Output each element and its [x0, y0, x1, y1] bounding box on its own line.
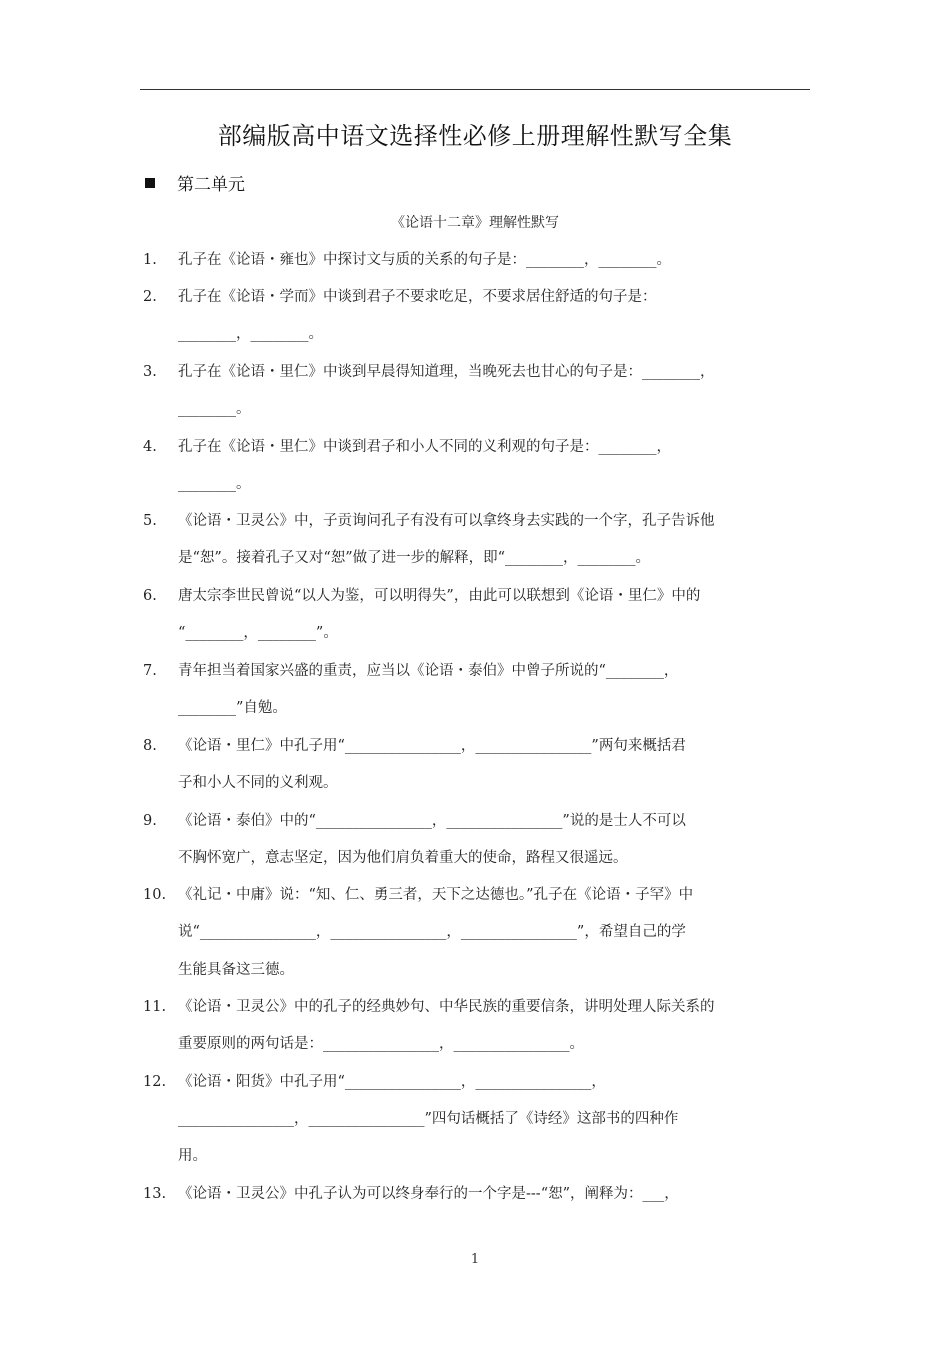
document-title: 部编版高中语文选择性必修上册理解性默写全集 [217, 122, 733, 150]
question-text-line: 《论语・泰伯》中的“________________，________________”说的是士人不可以 [178, 813, 686, 829]
question-number: 10. [143, 887, 167, 903]
question-number: 3. [143, 364, 157, 380]
question-text-line: 是“恕”。接着孔子又对“恕”做了进一步的解释，即“________，________。 [178, 550, 651, 566]
question-text-line: 《论语・里仁》中孔子用“________________，________________”两句来概括君 [178, 738, 686, 754]
question-text-line: 《论语・卫灵公》中，子贡询问孔子有没有可以拿终身去实践的一个字，孔子告诉他 [178, 513, 715, 529]
question-text-line: “________，________”。 [178, 625, 338, 641]
question-text-line: ________”自勉。 [178, 700, 287, 716]
question-text-line: ________。 [178, 476, 251, 492]
question-number: 9. [143, 813, 157, 829]
question-text-line: 生能具备这三德。 [178, 962, 294, 978]
question-number: 8. [143, 738, 157, 754]
page-number: 1 [470, 1252, 480, 1267]
question-number: 1. [143, 252, 157, 268]
question-text-line: 子和小人不同的义利观。 [178, 775, 338, 791]
header-rule [140, 89, 810, 90]
question-text-line: 孔子在《论语・学而》中谈到君子不要求吃足，不要求居住舒适的句子是： [178, 289, 657, 305]
square-bullet-icon [145, 178, 155, 188]
question-text-line: 《礼记・中庸》说：“知、仁、勇三者，天下之达德也。”孔子在《论语・子罕》中 [178, 887, 694, 903]
question-text-line: ________________，________________”四句话概括了《诗经》这部书的四种作 [178, 1111, 679, 1127]
question-number: 11. [143, 999, 167, 1015]
question-number: 4. [143, 439, 157, 455]
question-number: 5. [143, 513, 157, 529]
question-text-line: 用。 [178, 1148, 207, 1164]
question-number: 6. [143, 588, 157, 604]
question-number: 12. [143, 1074, 167, 1090]
question-text-line: ________。 [178, 401, 251, 417]
question-text-line: 《论语・阳货》中孔子用“________________，________________， [178, 1074, 606, 1090]
question-text-line: ________，________。 [178, 326, 323, 342]
unit-heading-label: 第二单元 [177, 175, 245, 195]
question-text-line: 《论语・卫灵公》中的孔子的经典妙句、中华民族的重要信条，讲明处理人际关系的 [178, 999, 715, 1015]
question-text-line: 说“________________，________________，________________”，希望自己的学 [178, 924, 686, 940]
question-text-line: 孔子在《论语・里仁》中谈到早晨得知道理，当晚死去也甘心的句子是：________， [178, 364, 715, 380]
question-text-line: 不胸怀宽广，意志坚定，因为他们肩负着重大的使命，路程又很遥远。 [178, 850, 628, 866]
question-number: 2. [143, 289, 157, 305]
question-text-line: 重要原则的两句话是：________________，________________。 [178, 1036, 584, 1052]
question-text-line: 《论语・卫灵公》中孔子认为可以终身奉行的一个字是---“恕”，阐释为：___， [178, 1186, 679, 1202]
section-title: 《论语十二章》理解性默写 [391, 215, 559, 231]
question-text-line: 孔子在《论语・里仁》中谈到君子和小人不同的义利观的句子是：________， [178, 439, 671, 455]
question-text-line: 唐太宗李世民曾说“以人为鉴，可以明得失”，由此可以联想到《论语・里仁》中的 [178, 588, 701, 604]
unit-heading [145, 170, 245, 195]
question-text-line: 孔子在《论语・雍也》中探讨文与质的关系的句子是：________，________。 [178, 252, 671, 268]
question-number: 13. [143, 1186, 167, 1202]
question-text-line: 青年担当着国家兴盛的重责，应当以《论语・泰伯》中曾子所说的“________， [178, 663, 679, 679]
question-number: 7. [143, 663, 157, 679]
